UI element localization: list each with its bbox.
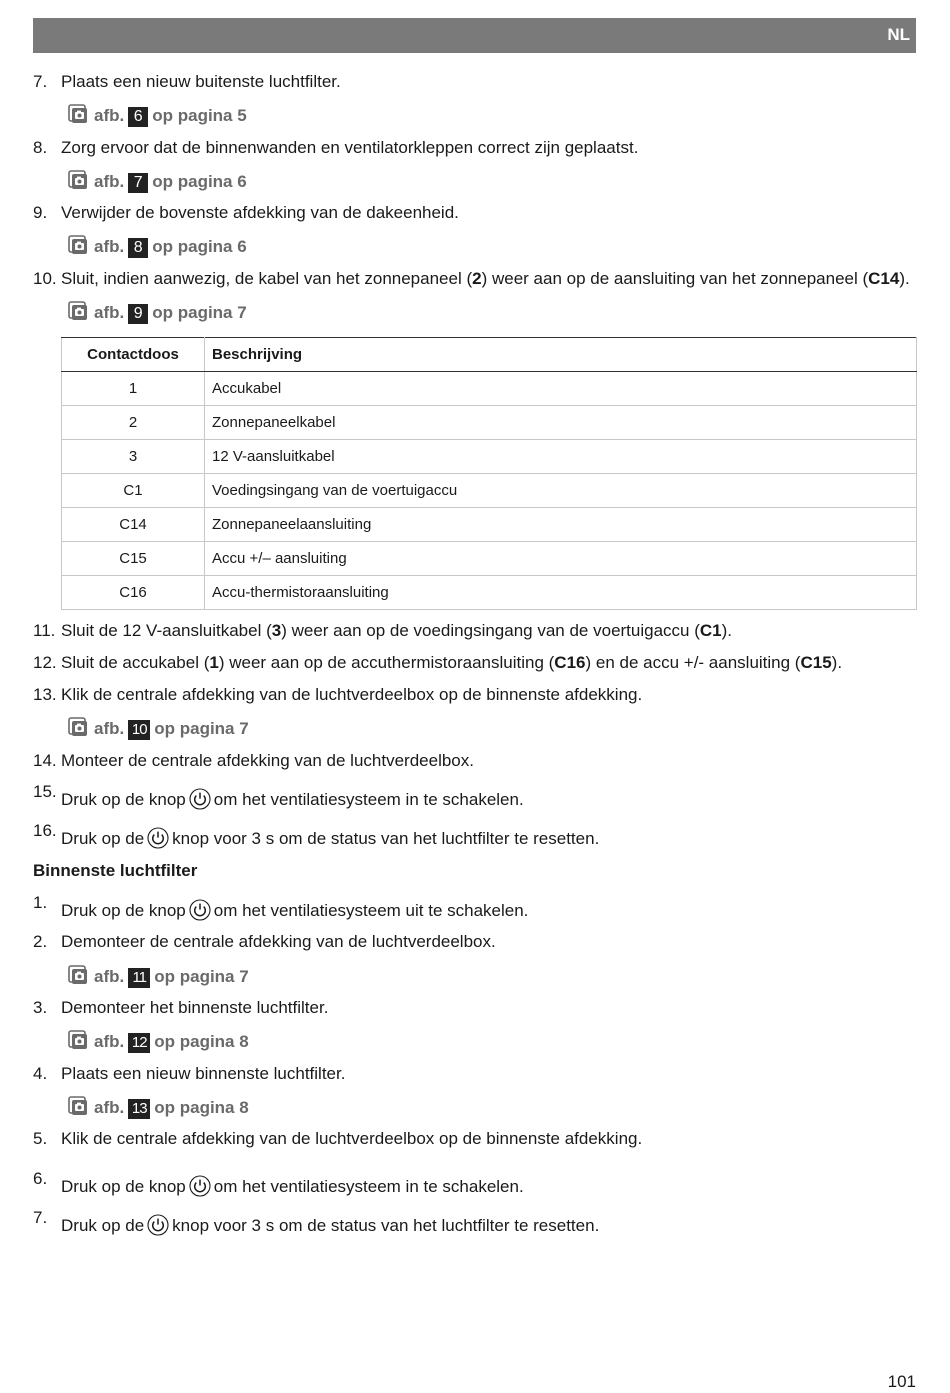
inner-step-7: 7. Druk op de knop voor 3 s om de status van het luchtfilter te resetten. xyxy=(33,1208,600,1235)
camera-photo-icon xyxy=(68,235,88,255)
figure-reference[interactable]: afb. 11 op pagina 7 xyxy=(68,965,249,988)
figure-reference[interactable]: afb. 8 op pagina 6 xyxy=(68,235,247,258)
step-7: 7. Plaats een nieuw buitenste luchtfilter. xyxy=(33,72,341,91)
column-header: Contactdoos xyxy=(62,338,205,372)
figure-reference[interactable]: afb. 10 op pagina 7 xyxy=(68,717,249,740)
column-header: Beschrijving xyxy=(205,338,917,372)
table-row: C16 Accu-thermistoraansluiting xyxy=(62,576,917,610)
inner-step-5: 5. Klik de centrale afdekking van de luchtverdeelbox op de binnenste afdekking. xyxy=(33,1129,643,1148)
step-13: 13. Klik de centrale afdekking van de luchtverdeelbox op de binnenste afdekking. xyxy=(33,685,643,704)
step-16: 16. Druk op de knop voor 3 s om de status van het luchtfilter te resetten. xyxy=(33,821,600,848)
inner-step-3: 3. Demonteer het binnenste luchtfilter. xyxy=(33,998,329,1017)
step-11: 11. Sluit de 12 V-aansluitkabel (3) weer aan op de voedingsingang van de voertuigaccu (C1). xyxy=(33,621,733,640)
camera-photo-icon xyxy=(68,1096,88,1116)
power-button-icon xyxy=(189,1175,211,1197)
figure-reference[interactable]: afb. 6 op pagina 5 xyxy=(68,104,247,127)
step-10: 10. Sluit, indien aanwezig, de kabel van het zonnepaneel (2) weer aan op de aansluiting van het zonnepaneel (C14). xyxy=(33,269,910,288)
inner-step-4: 4. Plaats een nieuw binnenste luchtfilter. xyxy=(33,1064,346,1083)
figure-reference[interactable]: afb. 12 op pagina 8 xyxy=(68,1030,249,1053)
step-12: 12. Sluit de accukabel (1) weer aan op de accuthermistoraansluiting (C16) en de accu +/- aansluiting (C15). xyxy=(33,653,843,672)
step-15: 15. Druk op de knop om het ventilatiesysteem in te schakelen. xyxy=(33,782,524,809)
figure-reference[interactable]: afb. 7 op pagina 6 xyxy=(68,170,247,193)
camera-photo-icon xyxy=(68,170,88,190)
connector-table xyxy=(61,337,917,610)
page-number: 101 xyxy=(887,1372,916,1391)
step-8: 8. Zorg ervoor dat de binnenwanden en ventilatorkleppen correct zijn geplaatst. xyxy=(33,138,639,157)
inner-step-1: 1. Druk op de knop om het ventilatiesysteem uit te schakelen. xyxy=(33,893,529,920)
figure-reference[interactable]: afb. 13 op pagina 8 xyxy=(68,1096,249,1119)
camera-photo-icon xyxy=(68,301,88,321)
figure-reference[interactable]: afb. 9 op pagina 7 xyxy=(68,301,247,324)
table-row: 2 Zonnepaneelkabel xyxy=(62,406,917,440)
table-header-row xyxy=(62,338,917,372)
camera-photo-icon xyxy=(68,965,88,985)
power-button-icon xyxy=(147,827,169,849)
inner-step-2: 2. Demonteer de centrale afdekking van de luchtverdeelbox. xyxy=(33,932,496,951)
camera-photo-icon xyxy=(68,1030,88,1050)
section-heading: Binnenste luchtfilter xyxy=(33,861,198,880)
table-row: C14 Zonnepaneelaansluiting xyxy=(62,508,917,542)
power-button-icon xyxy=(147,1214,169,1236)
page-header-bar xyxy=(33,18,916,53)
step-9: 9. Verwijder de bovenste afdekking van de dakeenheid. xyxy=(33,203,459,222)
table-row: 1 Accukabel xyxy=(62,372,917,406)
step-14: 14. Monteer de centrale afdekking van de luchtverdeelbox. xyxy=(33,751,474,770)
table-row: C1 Voedingsingang van de voertuigaccu xyxy=(62,474,917,508)
inner-step-6: 6. Druk op de knop om het ventilatiesysteem in te schakelen. xyxy=(33,1169,524,1196)
table-row: C15 Accu +/– aansluiting xyxy=(62,542,917,576)
table-row: 3 12 V-aansluitkabel xyxy=(62,440,917,474)
camera-photo-icon xyxy=(68,717,88,737)
power-button-icon xyxy=(189,899,211,921)
power-button-icon xyxy=(189,788,211,810)
language-label: NL xyxy=(887,25,910,44)
camera-photo-icon xyxy=(68,104,88,124)
